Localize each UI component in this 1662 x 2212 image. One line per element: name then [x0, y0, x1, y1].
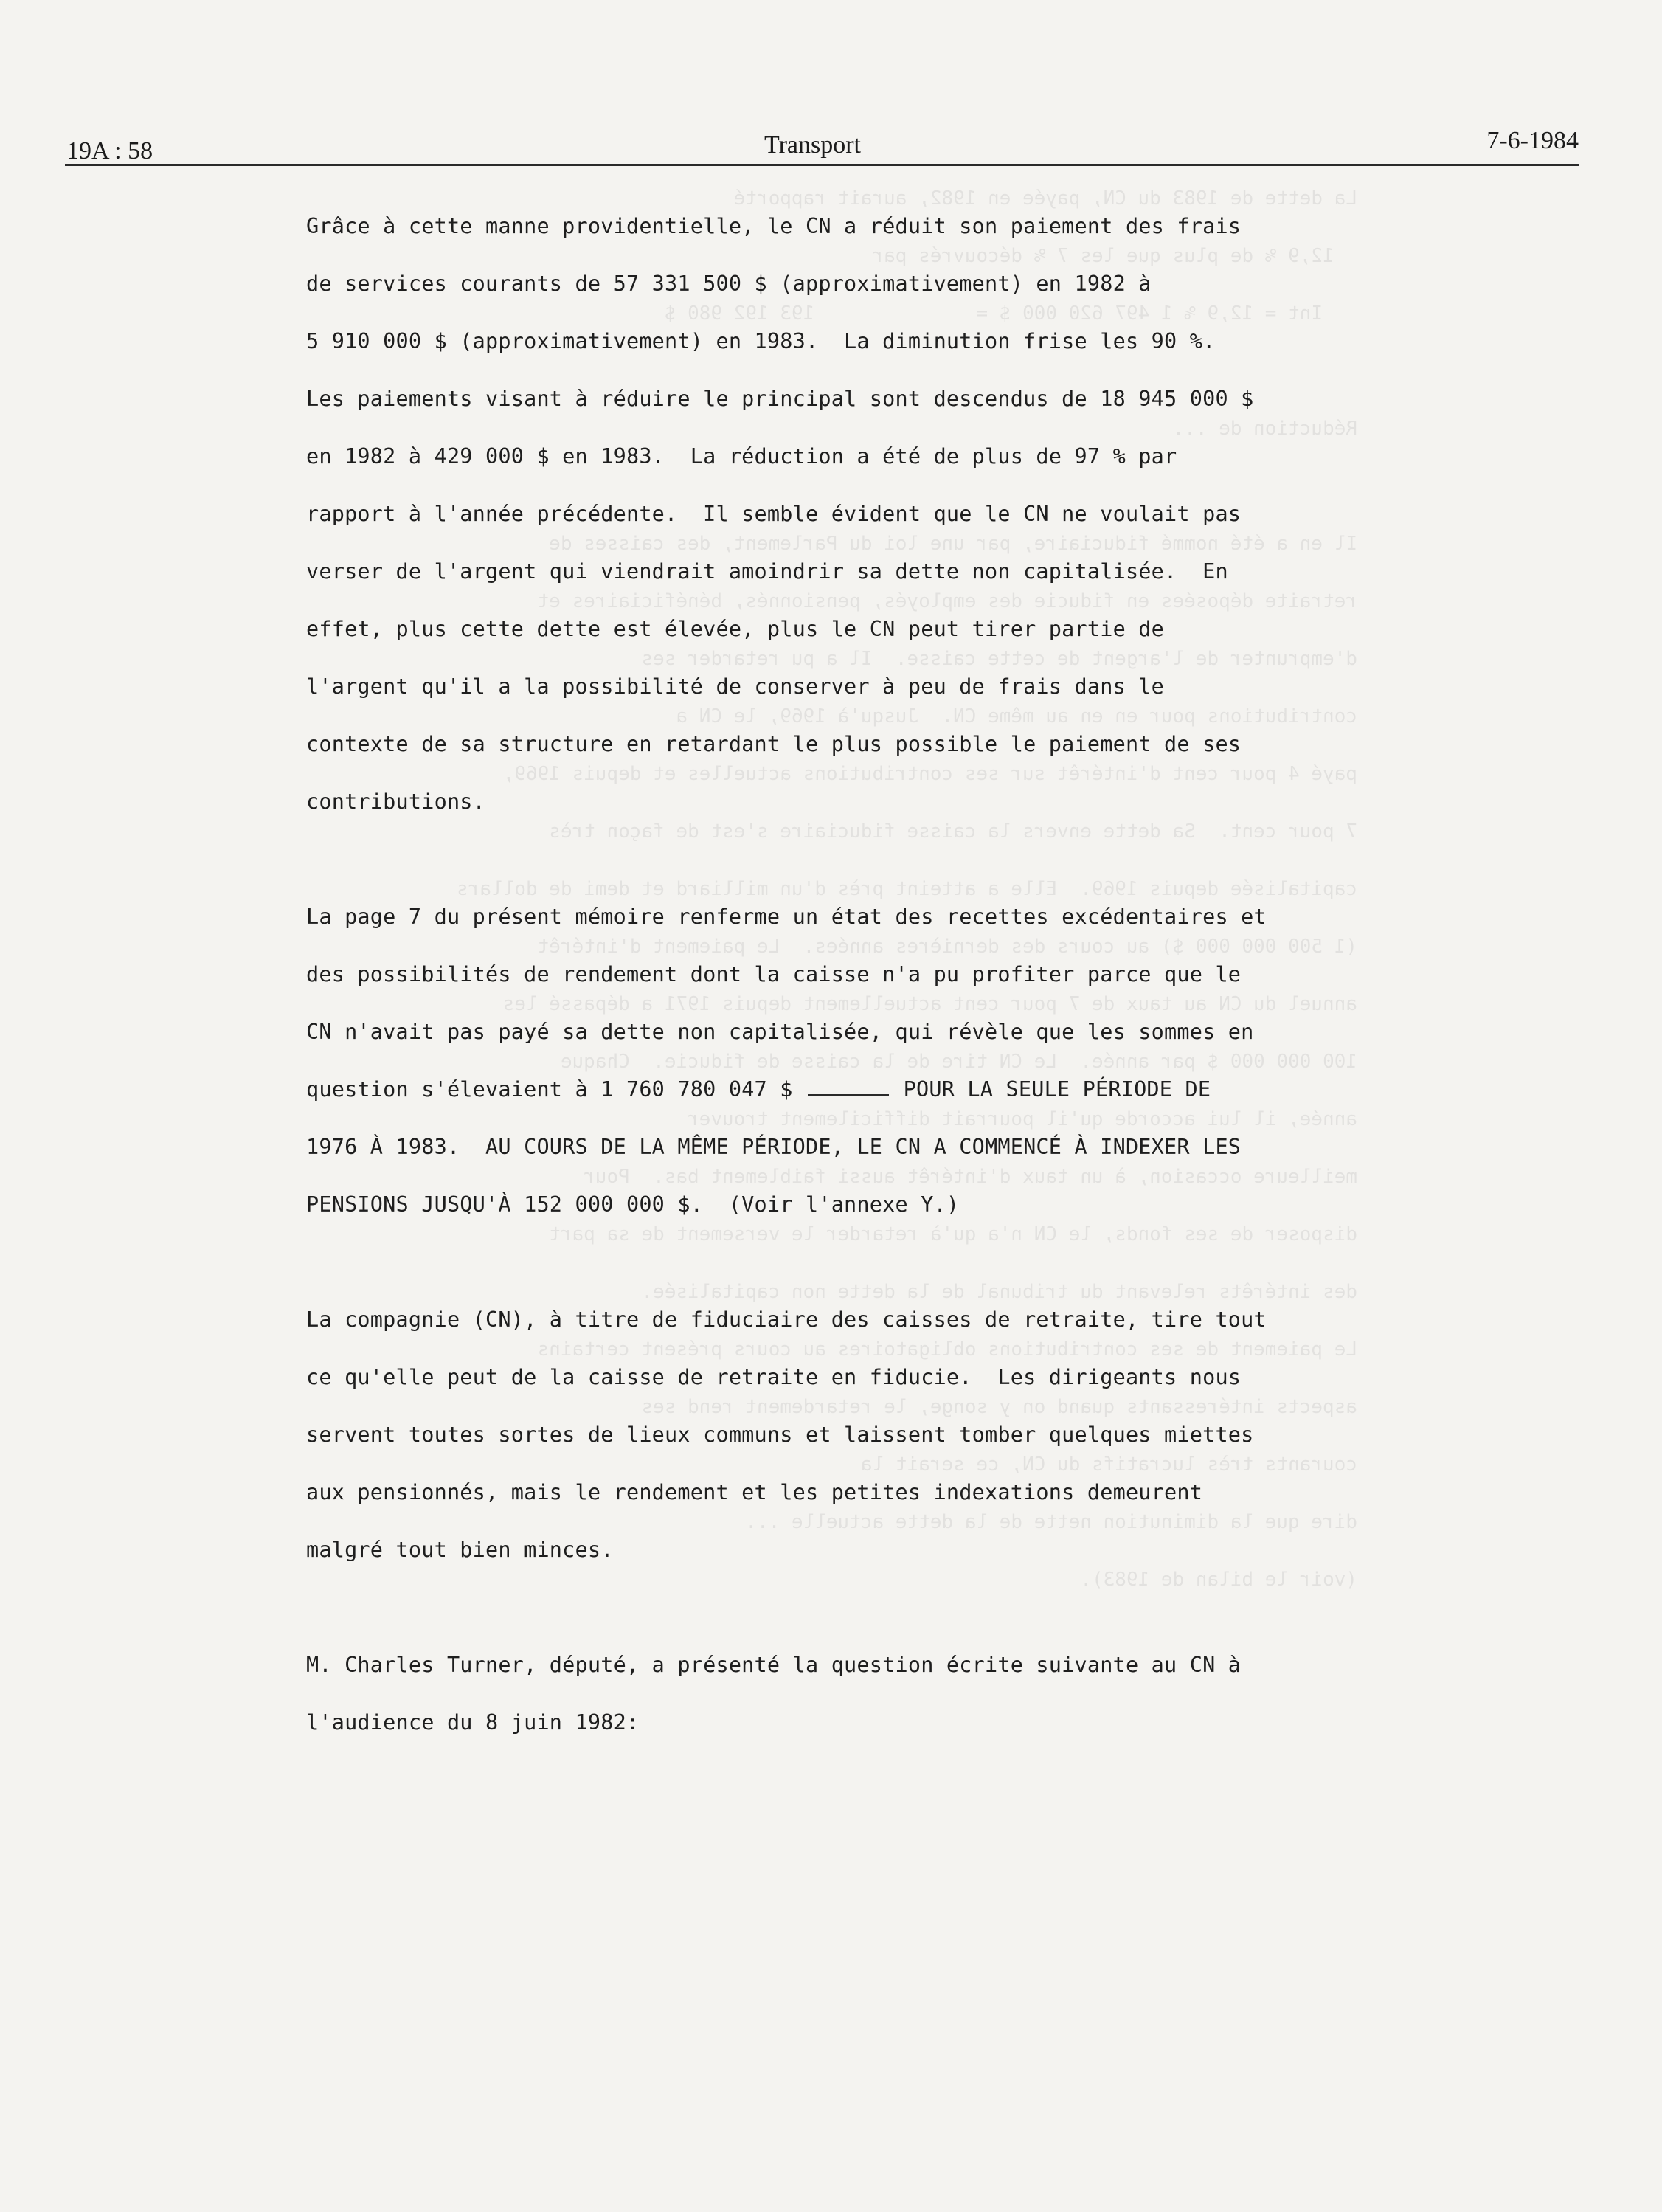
text-line: verser de l'argent qui viendrait amoindrir sa dette non capitalisée. En	[306, 559, 1228, 584]
text-line-with-blank	[306, 1061, 1368, 1119]
text-line: malgré tout bien minces.	[306, 1538, 614, 1562]
header-date: 7-6-1984	[1486, 127, 1579, 154]
text-line: effet, plus cette dette est élevée, plus le CN peut tirer partie de	[306, 617, 1165, 641]
text-line: contexte de sa structure en retardant le plus possible le paiement de ses	[306, 732, 1242, 756]
text-line: l'argent qu'il a la possibilité de conserver à peu de frais dans le	[306, 674, 1165, 699]
text-line: 1976 À 1983. AU COURS DE LA MÊME PÉRIODE, LE CN A COMMENCÉ À INDEXER LES	[306, 1135, 1242, 1159]
text-line: aux pensionnés, mais le rendement et les petites indexations demeurent	[306, 1480, 1203, 1504]
page-reference: 19A : 58	[66, 137, 153, 165]
text-line: de services courants de 57 331 500 $ (approximativement) en 1982 à	[306, 272, 1152, 296]
running-title: Transport	[764, 131, 861, 159]
text-line: ce qu'elle peut de la caisse de retraite en fiducie. Les dirigeants nous	[306, 1365, 1242, 1389]
text-line: CN n'avait pas payé sa dette non capitalisée, qui révèle que les sommes en	[306, 1020, 1254, 1044]
text-line: en 1982 à 429 000 $ en 1983. La réduction a été de plus de 97 % par	[306, 444, 1177, 469]
document-body	[306, 198, 1368, 1752]
text-line: servent toutes sortes de lieux communs et laissent tomber quelques miettes	[306, 1423, 1254, 1447]
period-text: POUR LA SEULE PÉRIODE DE	[903, 1077, 1211, 1102]
text-line: rapport à l'année précédente. Il semble évident que le CN ne voulait pas	[306, 502, 1242, 526]
text-line: l'audience du 8 juin 1982:	[306, 1710, 640, 1735]
text-line: PENSIONS JUSQU'À 152 000 000 $. (Voir l'annexe Y.)	[306, 1192, 960, 1217]
paragraph-gap	[306, 1579, 1368, 1636]
text-line: des possibilités de rendement dont la caisse n'a pu profiter parce que le	[306, 962, 1242, 986]
text-line: 5 910 000 $ (approximativement) en 1983. La diminution frise les 90 %.	[306, 329, 1216, 353]
text-line: La page 7 du présent mémoire renferme un état des recettes excédentaires et	[306, 905, 1267, 929]
amount-text: question s'élevaient à 1 760 780 047 $	[306, 1077, 793, 1102]
paragraph-3	[306, 1291, 1368, 1579]
paragraph-2	[306, 888, 1368, 1234]
text-line: contributions.	[306, 789, 486, 814]
reverse-side-bleed-through: La dette de 1983 du CN, payée en 1982, aurait rapporté 12,9 % de plus que les 7 % découvrés par Int = 12,9 % 1 497 620 000 $ = 193 192 980 $ Réduction de ... Il en a été nommé fiduciaire, par une loi du Parlement, des caisses de retraite déposées en fiducie des employés, pensionnés, bénéficiaires et d'emprunter de l'argent de cette caisse. Il a pu retarder ses contributions pour en en au même CN. Jusqu'à 1969, le CN a payé 4 pour cent d'intérêt sur ses contributions actuelles et depuis 1969, 7 pour cent. Sa dette envers la caisse fiduciaire s'est de façon très capitalisée depuis 1969. Elle a atteint près d'un milliard et demi de dollars (1 500 000 000 $) au cours des dernières années. Le paiement d'intérêt annuel du CN au taux de 7 pour cent actuellement depuis 1971 a dépassé les 100 000 000 $ par année. Le CN tire de la caisse de fiducie. Chaque année, il lui accorde qu'il pourrait difficilement trouver meilleure occasion, à un taux d'intérêt aussi faiblement bas. Pour disposer de ses fonds, le CN n'a qu'à retarder le versement de sa part des intérêts relevant du tribunal de la dette non capitalisée. Le paiement de ses contributions obligatoires au cours présent certains aspects intéressants quand on y songe, le retardement rend ses courants très lucratifs du CN, ce serait la dire que la diminution nette de la dette actuelle ... (voir le bilan de 1983).	[457, 187, 1357, 1591]
text-line: Les paiements visant à réduire le principal sont descendus de 18 945 000 $	[306, 387, 1254, 411]
paragraph-gap	[306, 1234, 1368, 1291]
text-line: La compagnie (CN), à titre de fiduciaire des caisses de retraite, tire tout	[306, 1307, 1267, 1332]
blank-underline	[808, 1094, 889, 1096]
text-line: Grâce à cette manne providentielle, le CN a réduit son paiement des frais	[306, 214, 1242, 238]
paragraph-1	[306, 198, 1368, 831]
page-header	[65, 127, 1579, 166]
paragraph-4	[306, 1636, 1368, 1752]
text-line: M. Charles Turner, député, a présenté la question écrite suivante au CN à	[306, 1653, 1242, 1677]
paragraph-gap	[306, 831, 1368, 888]
